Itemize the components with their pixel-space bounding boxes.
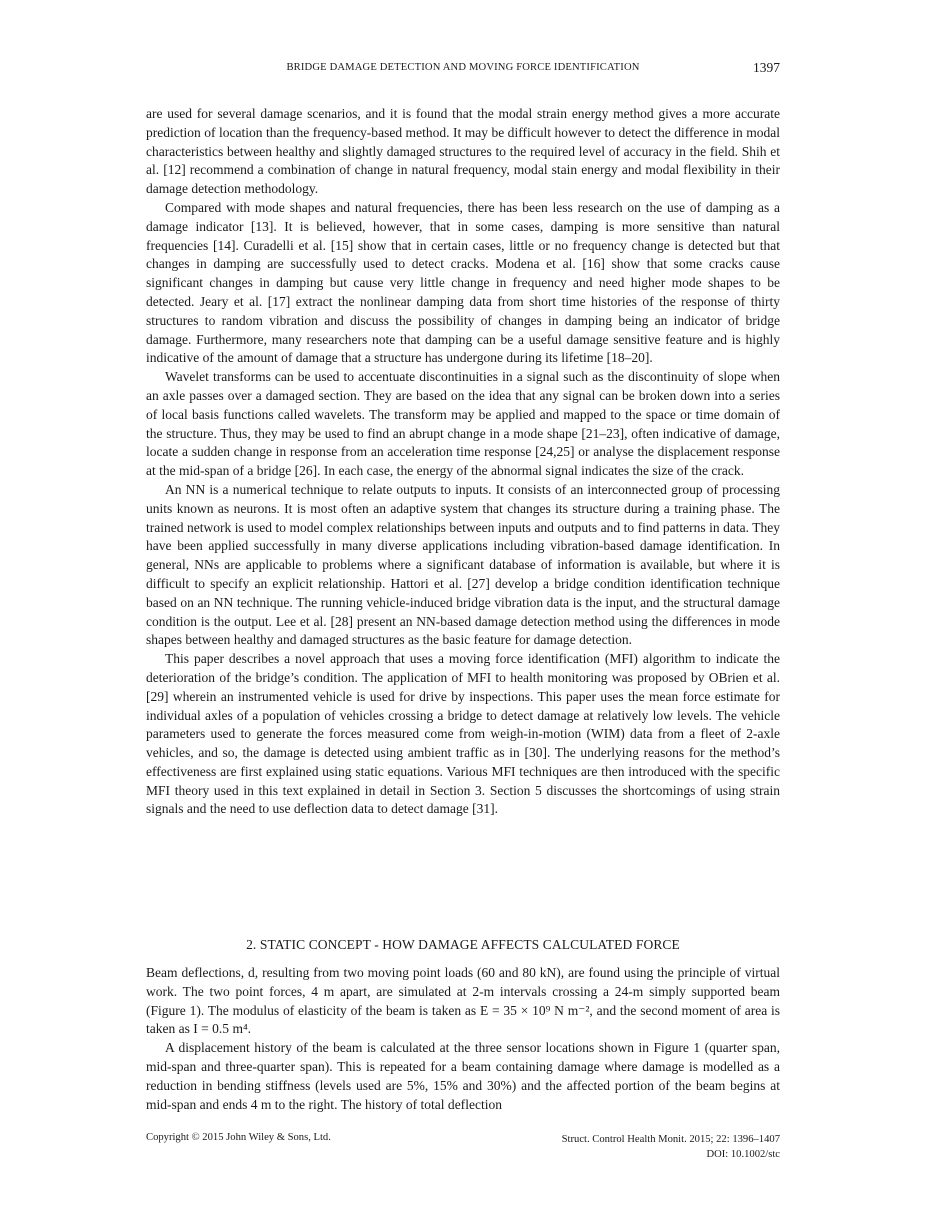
copyright-notice: Copyright © 2015 John Wiley & Sons, Ltd.: [146, 1132, 331, 1143]
paragraph-1: are used for several damage scenarios, and it is found that the modal strain energy method gives a more accurate prediction of location than the frequency-based method. It may be difficult however to detect the difference in modal characteristics between healthy and slightly damaged structures to the required level of accuracy in the field. Shih et al. [12] recommend a combination of change in natural frequency, modal stain energy and modal flexibility in their damage detection methodology.: [146, 106, 780, 197]
section-paragraph-1: Beam deflections, d, resulting from two moving point loads (60 and 80 kN), are found using the principle of virtual work. The two point forces, 4 m apart, are simulated at 2-m intervals crossing a 24-m simply supported beam (Figure 1). The modulus of elasticity of the beam is taken as E = 35 × 10⁹ N m⁻², and the second moment of area is taken as I = 0.5 m⁴.: [146, 965, 780, 1037]
page-number: 1397: [753, 60, 780, 75]
paragraph-3: Wavelet transforms can be used to accentuate discontinuities in a signal such as the discontinuity of slope when an axle passes over a damaged section. They are based on the idea that any signal can be broken down into a series of local basis functions called wavelets. The transform may be applied and mapped to the space or time domain of the structure. Thus, they may be used to find an abrupt change in a mode shape [21–23], often indicative of damage, locate a sudden change in response from an acceleration time response [24,25] or analyse the displacement response at the mid-span of a bridge [26]. In each case, the energy of the abnormal signal indicates the size of the crack.: [146, 369, 780, 479]
journal-reference: Struct. Control Health Monit. 2015; 22: 1396–1407: [561, 1134, 780, 1145]
body-text: [146, 105, 780, 819]
section-body: [146, 964, 780, 1114]
paragraph-5: This paper describes a novel approach that uses a moving force identification (MFI) algorithm to indicate the deterioration of the bridge’s condition. The application of MFI to health monitoring was proposed by OBrien et al. [29] wherein an instrumented vehicle is used for drive by inspections. This paper uses the mean force estimate for individual axles of a population of vehicles crossing a bridge to detect damage at relatively low levels. The vehicle parameters used to generate the forces measured come from weigh-in-motion (WIM) data from a fleet of 2-axle vehicles, and so, the damage is detected using ambient traffic as in [30]. The underlying reasons for the method’s effectiveness are first explained using static equations. Various MFI techniques are then introduced with the specific MFI theory used in this text explained in detail in Section 3. Section 5 discusses the shortcomings of using strain signals and the need to use deflection data to detect damage [31].: [146, 651, 780, 817]
paragraph-2: Compared with mode shapes and natural frequencies, there has been less research on the use of damping as a damage indicator [13]. It is believed, however, that in some cases, damping is more sensitive than natural frequencies [14]. Curadelli et al. [15] show that in certain cases, little or no frequency change is detected but that changes in damping are successfully used to detect cracks. Modena et al. [16] show that some cracks cause significant changes in damping but cause very little change in frequency and need higher mode shapes to be detected. Jeary et al. [17] extract the nonlinear damping data from short time histories of the response of thirty structures to random vibration and discuss the possibility of changes in damping being an indicator of bridge damage. Furthermore, many researchers note that damping can be a useful damage sensitive feature and is highly indicative of the amount of damage that a structure has undergone during its lifetime [18–20].: [146, 199, 780, 366]
section-heading: 2. STATIC CONCEPT - HOW DAMAGE AFFECTS CALCULATED FORCE: [246, 937, 680, 952]
journal-citation: [562, 1132, 780, 1162]
paragraph-4: An NN is a numerical technique to relate outputs to inputs. It consists of an interconnected group of processing units known as neurons. It is most often an adaptive system that changes its structure during a training phase. The trained network is used to model complex relationships between inputs and outputs and to find patterns in data. They have been applied successfully in many diverse applications including vibration-based damage identification. In general, NNs are applicable to problems where a significant database of information is available, but where it is difficult to specify an explicit relationship. Hattori et al. [27] develop a bridge condition identification technique based on an NN technique. The running vehicle-induced bridge vibration data is the input, and the structural damage condition is the output. Lee et al. [28] present an NN-based damage detection method using the differences in mode shapes between healthy and damaged structures as the basic feature for damage detection.: [146, 481, 780, 648]
running-head: [146, 60, 780, 78]
doi: DOI: 10.1002/stc: [706, 1149, 780, 1160]
running-title: BRIDGE DAMAGE DETECTION AND MOVING FORCE IDENTIFICATION: [286, 62, 640, 73]
section-paragraph-2: A displacement history of the beam is calculated at the three sensor locations shown in Figure 1 (quarter span, mid-span and three-quarter span). This is repeated for a beam containing damage where damage is modelled as a reduction in bending stiffness (levels used are 5%, 15% and 30%) and the affected portion of the beam begins at mid-span and ends 4 m to the right. The history of total deflection: [146, 1040, 780, 1112]
